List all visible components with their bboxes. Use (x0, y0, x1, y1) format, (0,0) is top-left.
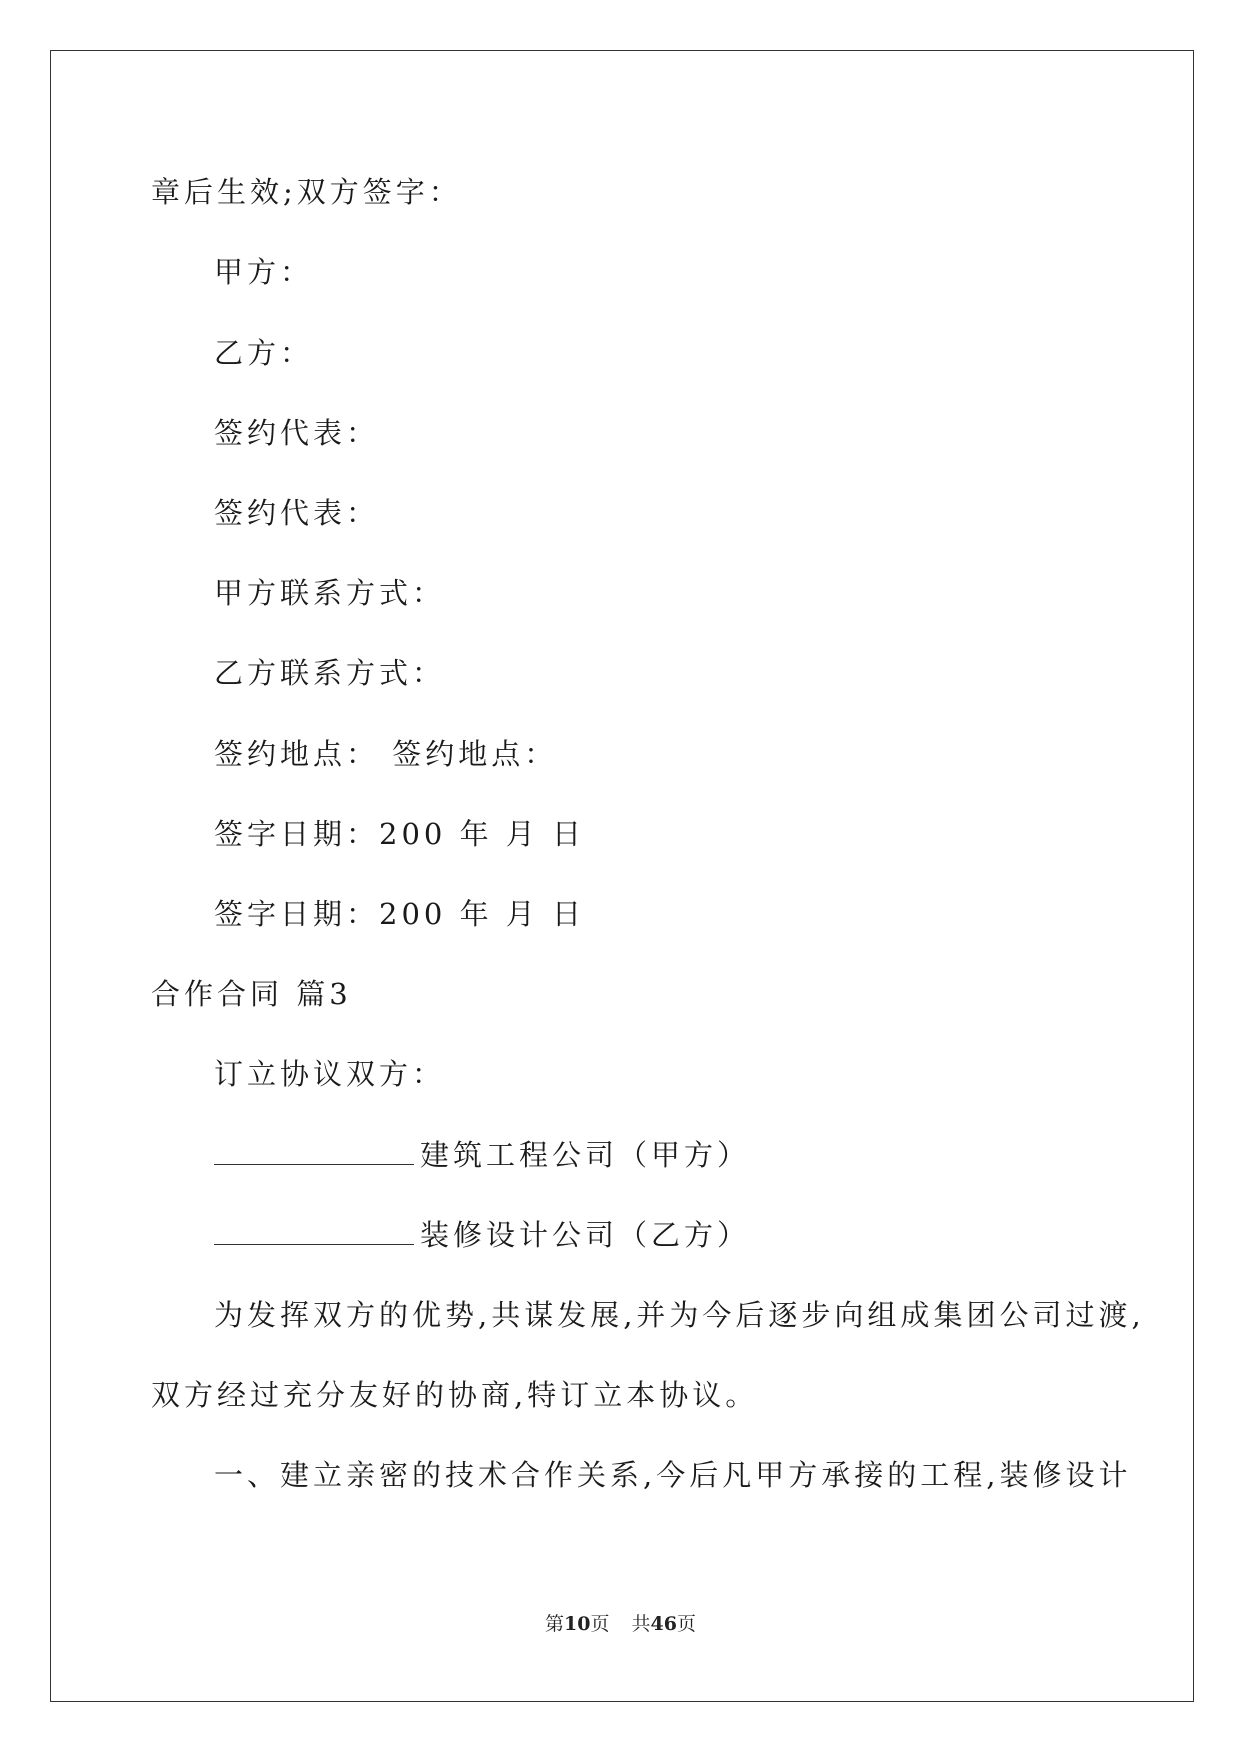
signing-date-label: 签字日期：200 年 月 日 (214, 897, 586, 931)
page-footer (0, 1612, 1241, 1636)
footer-text: 页 (676, 1613, 696, 1635)
party-b-contact-label: 乙方联系方式： (214, 656, 446, 690)
party-a-label: 甲方： (214, 255, 314, 289)
representative-label: 签约代表： (214, 496, 380, 530)
party-a-company-name: 建筑工程公司（甲方） (420, 1138, 751, 1172)
party-b-label: 乙方： (214, 336, 314, 370)
representative-label: 签约代表： (214, 416, 380, 450)
signing-date-label: 签字日期：200 年 月 日 (214, 817, 586, 851)
paragraph-line: 一、建立亲密的技术合作关系,今后凡甲方承接的工程,装修设计 (214, 1458, 1132, 1492)
footer-text: 第 (545, 1613, 565, 1635)
party-b-company-line (214, 1217, 750, 1253)
party-a-contact-label: 甲方联系方式： (214, 576, 446, 610)
total-page-number: 46 (650, 1613, 677, 1635)
footer-text: 页 (590, 1613, 610, 1635)
blank-underline (214, 1138, 414, 1165)
blank-underline (214, 1218, 414, 1245)
page-frame (50, 50, 1194, 1702)
section-heading: 合作合同 篇3 (151, 977, 352, 1011)
party-a-company-line (214, 1137, 750, 1173)
current-page-number: 10 (564, 1613, 591, 1635)
text-line: 章后生效;双方签字： (151, 175, 462, 209)
footer-text: 共 (631, 1613, 651, 1635)
signing-place-label: 签约地点： 签约地点： (214, 737, 558, 771)
text-line: 订立协议双方： (214, 1057, 446, 1091)
party-b-company-name: 装修设计公司（乙方） (420, 1218, 751, 1252)
paragraph-line: 为发挥双方的优势,共谋发展,并为今后逐步向组成集团公司过渡, (214, 1298, 1145, 1332)
paragraph-line: 双方经过充分友好的协商,特订立本协议。 (151, 1378, 759, 1412)
